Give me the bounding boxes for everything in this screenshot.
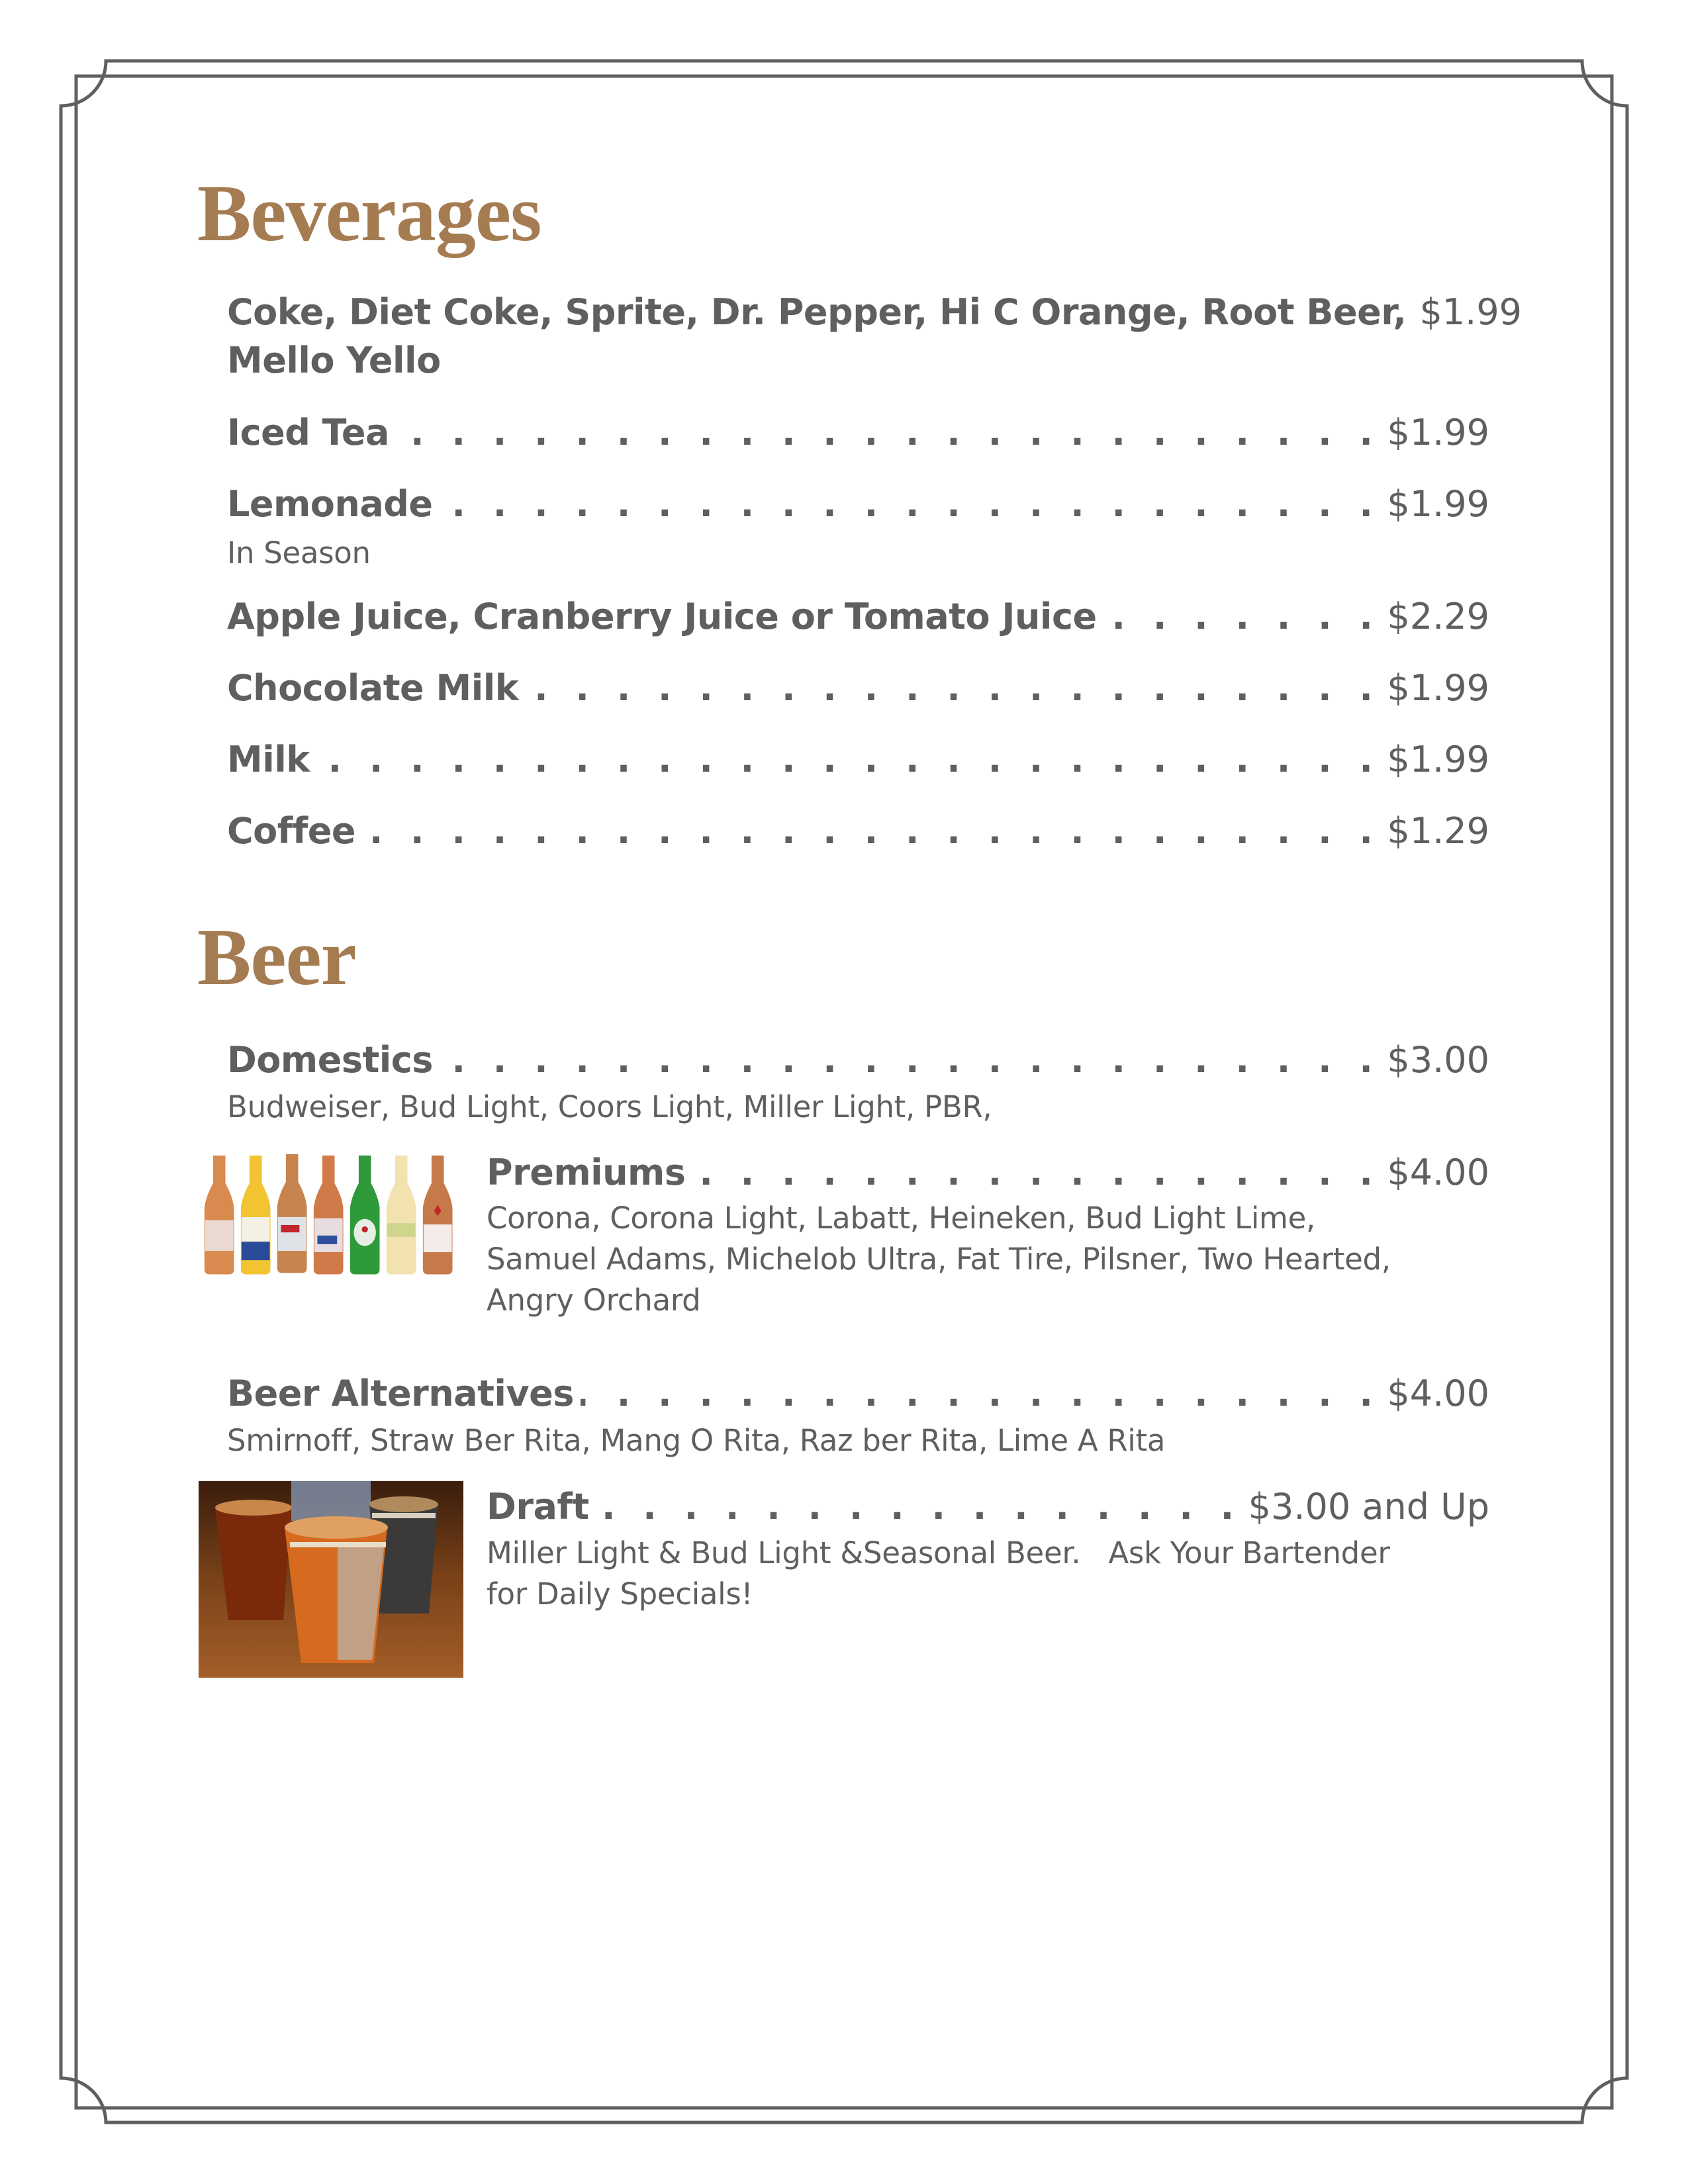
menu-item-iced-tea [227,412,1489,453]
item-name: Iced Tea [227,412,389,453]
item-price: $1.99 [1387,483,1489,525]
item-name: Domestics [227,1039,433,1081]
item-description: Corona, Corona Light, Labatt, Heineken, Bud Light Lime, Samuel Adams, Michelob Ultra, Fat Tire, Pilsner, Two Hearted, Angry Orchard [487,1201,1391,1318]
beer-bottles-photo [202,1153,461,1282]
item-price: $4.00 [1387,1373,1489,1414]
item-description: In Season [227,535,371,570]
item-description: Miller Light & Bud Light &Seasonal Beer. Ask Your Bartender for Daily Specials! [487,1535,1399,1612]
item-description: Budweiser, Bud Light, Coors Light, Miller Light, PBR, [227,1089,992,1124]
item-price: $3.00 [1387,1039,1489,1081]
item-price: $1.99 [1419,291,1523,333]
dot-leader [440,483,1381,525]
item-name: Chocolate Milk [227,667,519,709]
item-name-continued: Mello Yello [227,340,441,381]
item-name: Milk [227,739,310,780]
item-name: Beer Alternatives [227,1373,574,1414]
item-price: $3.00 and Up [1248,1486,1489,1527]
dot-leader [596,1486,1242,1527]
menu-item-milk [227,739,1489,780]
dot-leader [316,739,1381,780]
menu-item-premiums [487,1152,1489,1193]
item-price: $1.99 [1387,412,1489,453]
item-price: $1.29 [1387,810,1489,852]
dot-leader [362,810,1380,852]
item-price: $1.99 [1387,739,1489,780]
menu-item-chocolate-milk [227,667,1489,709]
dot-leader [396,412,1381,453]
draft-beer-glasses-photo [199,1481,463,1678]
item-name: Coke, Diet Coke, Sprite, Dr. Pepper, Hi C Orange, Root Beer, [227,291,1407,333]
dot-leader [440,1039,1380,1081]
dot-leader [525,667,1380,709]
menu-item-soft-drinks-line2 [227,340,441,381]
menu-item-coffee [227,810,1489,852]
item-name: Lemonade [227,483,433,525]
item-price: $4.00 [1387,1152,1489,1193]
item-price: $1.99 [1387,667,1489,709]
menu-item-beer-alternatives [227,1373,1489,1414]
dot-leader [1103,596,1381,637]
menu-item-lemonade [227,483,1489,525]
menu-item-domestics [227,1039,1489,1081]
item-price: $2.29 [1387,596,1489,637]
menu-item-soft-drinks [227,291,1523,333]
item-name: Premiums [487,1152,686,1193]
item-name: Coffee [227,810,355,852]
dot-leader [581,1373,1381,1414]
item-name: Draft [487,1486,589,1527]
section-heading-beverages: Beverages [197,169,541,258]
dot-leader [692,1152,1380,1193]
section-heading-beer: Beer [197,913,356,1002]
item-name: Apple Juice, Cranberry Juice or Tomato Juice [227,596,1097,637]
menu-item-juice [227,596,1489,637]
item-description: Smirnoff, Straw Ber Rita, Mang O Rita, Raz ber Rita, Lime A Rita [227,1423,1166,1458]
menu-item-draft [487,1486,1489,1527]
